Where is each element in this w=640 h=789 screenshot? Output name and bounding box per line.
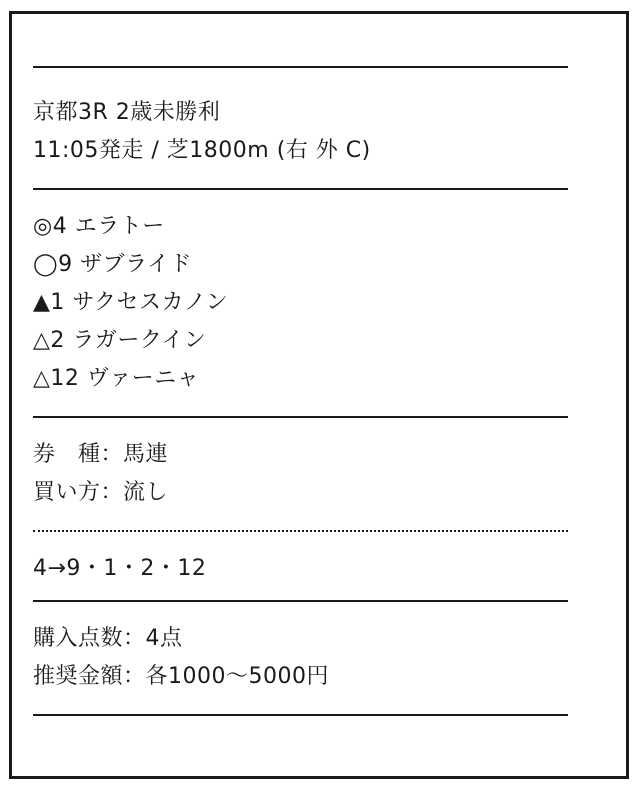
bet-method-label: 買い方： bbox=[33, 480, 124, 505]
divider-top bbox=[33, 66, 568, 68]
horse-name: ヴァーニャ bbox=[86, 366, 200, 391]
purchase-points-label: 購入点数： bbox=[33, 626, 146, 651]
purchase-info bbox=[33, 620, 578, 696]
bet-type-value: 馬連 bbox=[123, 442, 169, 467]
horse-pick-row bbox=[33, 246, 578, 284]
card-content bbox=[33, 44, 578, 716]
horse-name: ザブライド bbox=[80, 252, 192, 277]
horse-number: 1 bbox=[50, 290, 65, 315]
pick-mark: ▲ bbox=[33, 290, 51, 315]
horse-number: 4 bbox=[52, 214, 68, 239]
purchase-amount-label: 推奨金額： bbox=[33, 664, 146, 689]
bet-combination: 4→9・1・2・12 bbox=[33, 556, 207, 581]
divider-race bbox=[33, 188, 568, 190]
purchase-amount-value: 各1000〜5000円 bbox=[145, 664, 329, 689]
pick-mark: ◎ bbox=[33, 214, 53, 239]
bet-type-row bbox=[33, 436, 578, 474]
pick-mark: ◯ bbox=[33, 252, 59, 277]
horse-name: サクセスカノン bbox=[72, 290, 229, 315]
divider-dotted bbox=[33, 530, 568, 532]
prediction-card bbox=[9, 11, 629, 779]
horse-name: ラガークイン bbox=[72, 328, 207, 353]
horse-number: 9 bbox=[58, 252, 73, 277]
bet-info bbox=[33, 436, 578, 512]
bet-combination-block bbox=[33, 550, 578, 588]
horse-pick-row bbox=[33, 208, 578, 246]
pick-mark: △ bbox=[33, 328, 51, 353]
purchase-points-value: 4点 bbox=[145, 626, 183, 651]
race-info bbox=[33, 94, 578, 170]
purchase-points-row bbox=[33, 620, 578, 658]
horse-pick-row bbox=[33, 284, 578, 322]
horse-picks bbox=[33, 208, 578, 398]
horse-pick-row bbox=[33, 360, 578, 398]
bet-method-row bbox=[33, 474, 578, 512]
race-start-info: 11:05発走 / 芝1800m (右 外 C) bbox=[33, 138, 371, 163]
horse-number: 2 bbox=[50, 328, 65, 353]
bet-type-label: 券 種： bbox=[33, 442, 124, 467]
race-title: 京都3R 2歳未勝利 bbox=[33, 100, 221, 125]
divider-combination bbox=[33, 600, 568, 602]
pick-mark: △ bbox=[33, 366, 51, 391]
divider-bottom bbox=[33, 714, 568, 716]
horse-pick-row bbox=[33, 322, 578, 360]
bet-method-value: 流し bbox=[123, 480, 169, 505]
purchase-amount-row bbox=[33, 658, 578, 696]
divider-picks bbox=[33, 416, 568, 418]
horse-name: エラトー bbox=[74, 214, 165, 239]
horse-number: 12 bbox=[50, 366, 80, 391]
